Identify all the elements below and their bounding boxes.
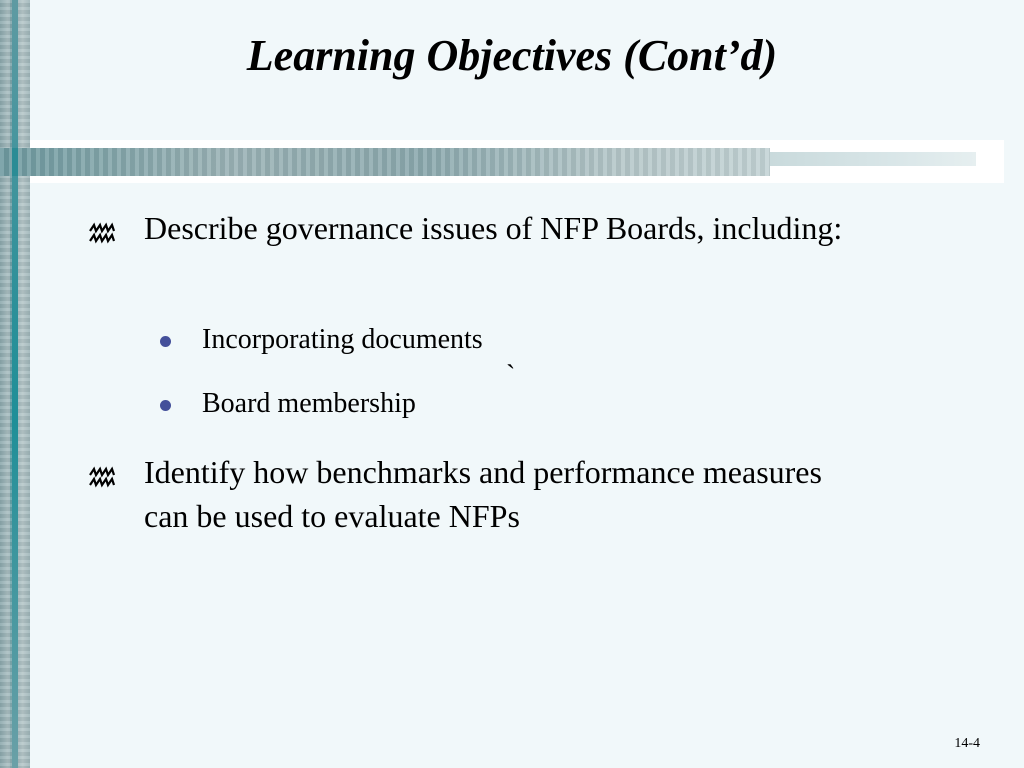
bullet-text: Describe governance issues of NFP Boards, including: bbox=[144, 210, 843, 246]
sub-bullet-text: Board membership bbox=[202, 388, 416, 419]
bullet-item bbox=[88, 450, 848, 538]
page-number: 14-4 bbox=[954, 736, 980, 751]
sub-bullet-item bbox=[160, 386, 760, 422]
stray-mark: ` bbox=[506, 360, 516, 391]
sub-bullet-item bbox=[160, 322, 760, 358]
sub-bullet-dot-icon bbox=[160, 400, 171, 411]
teal-accent-cross bbox=[12, 148, 18, 176]
sub-bullet-text: Incorporating documents bbox=[202, 324, 483, 355]
title-separator-bar bbox=[0, 148, 770, 176]
wave-bullet-icon bbox=[88, 456, 124, 480]
bullet-item bbox=[88, 206, 848, 250]
bullet-text: Identify how benchmarks and performance measures can be used to evaluate NFPs bbox=[144, 454, 822, 534]
slide-title: Learning Objectives (Cont’d) bbox=[246, 31, 778, 80]
title-separator-fade bbox=[770, 152, 976, 166]
teal-accent-line bbox=[12, 0, 18, 768]
wave-bullet-icon bbox=[88, 212, 124, 236]
sub-bullet-dot-icon bbox=[160, 336, 171, 347]
